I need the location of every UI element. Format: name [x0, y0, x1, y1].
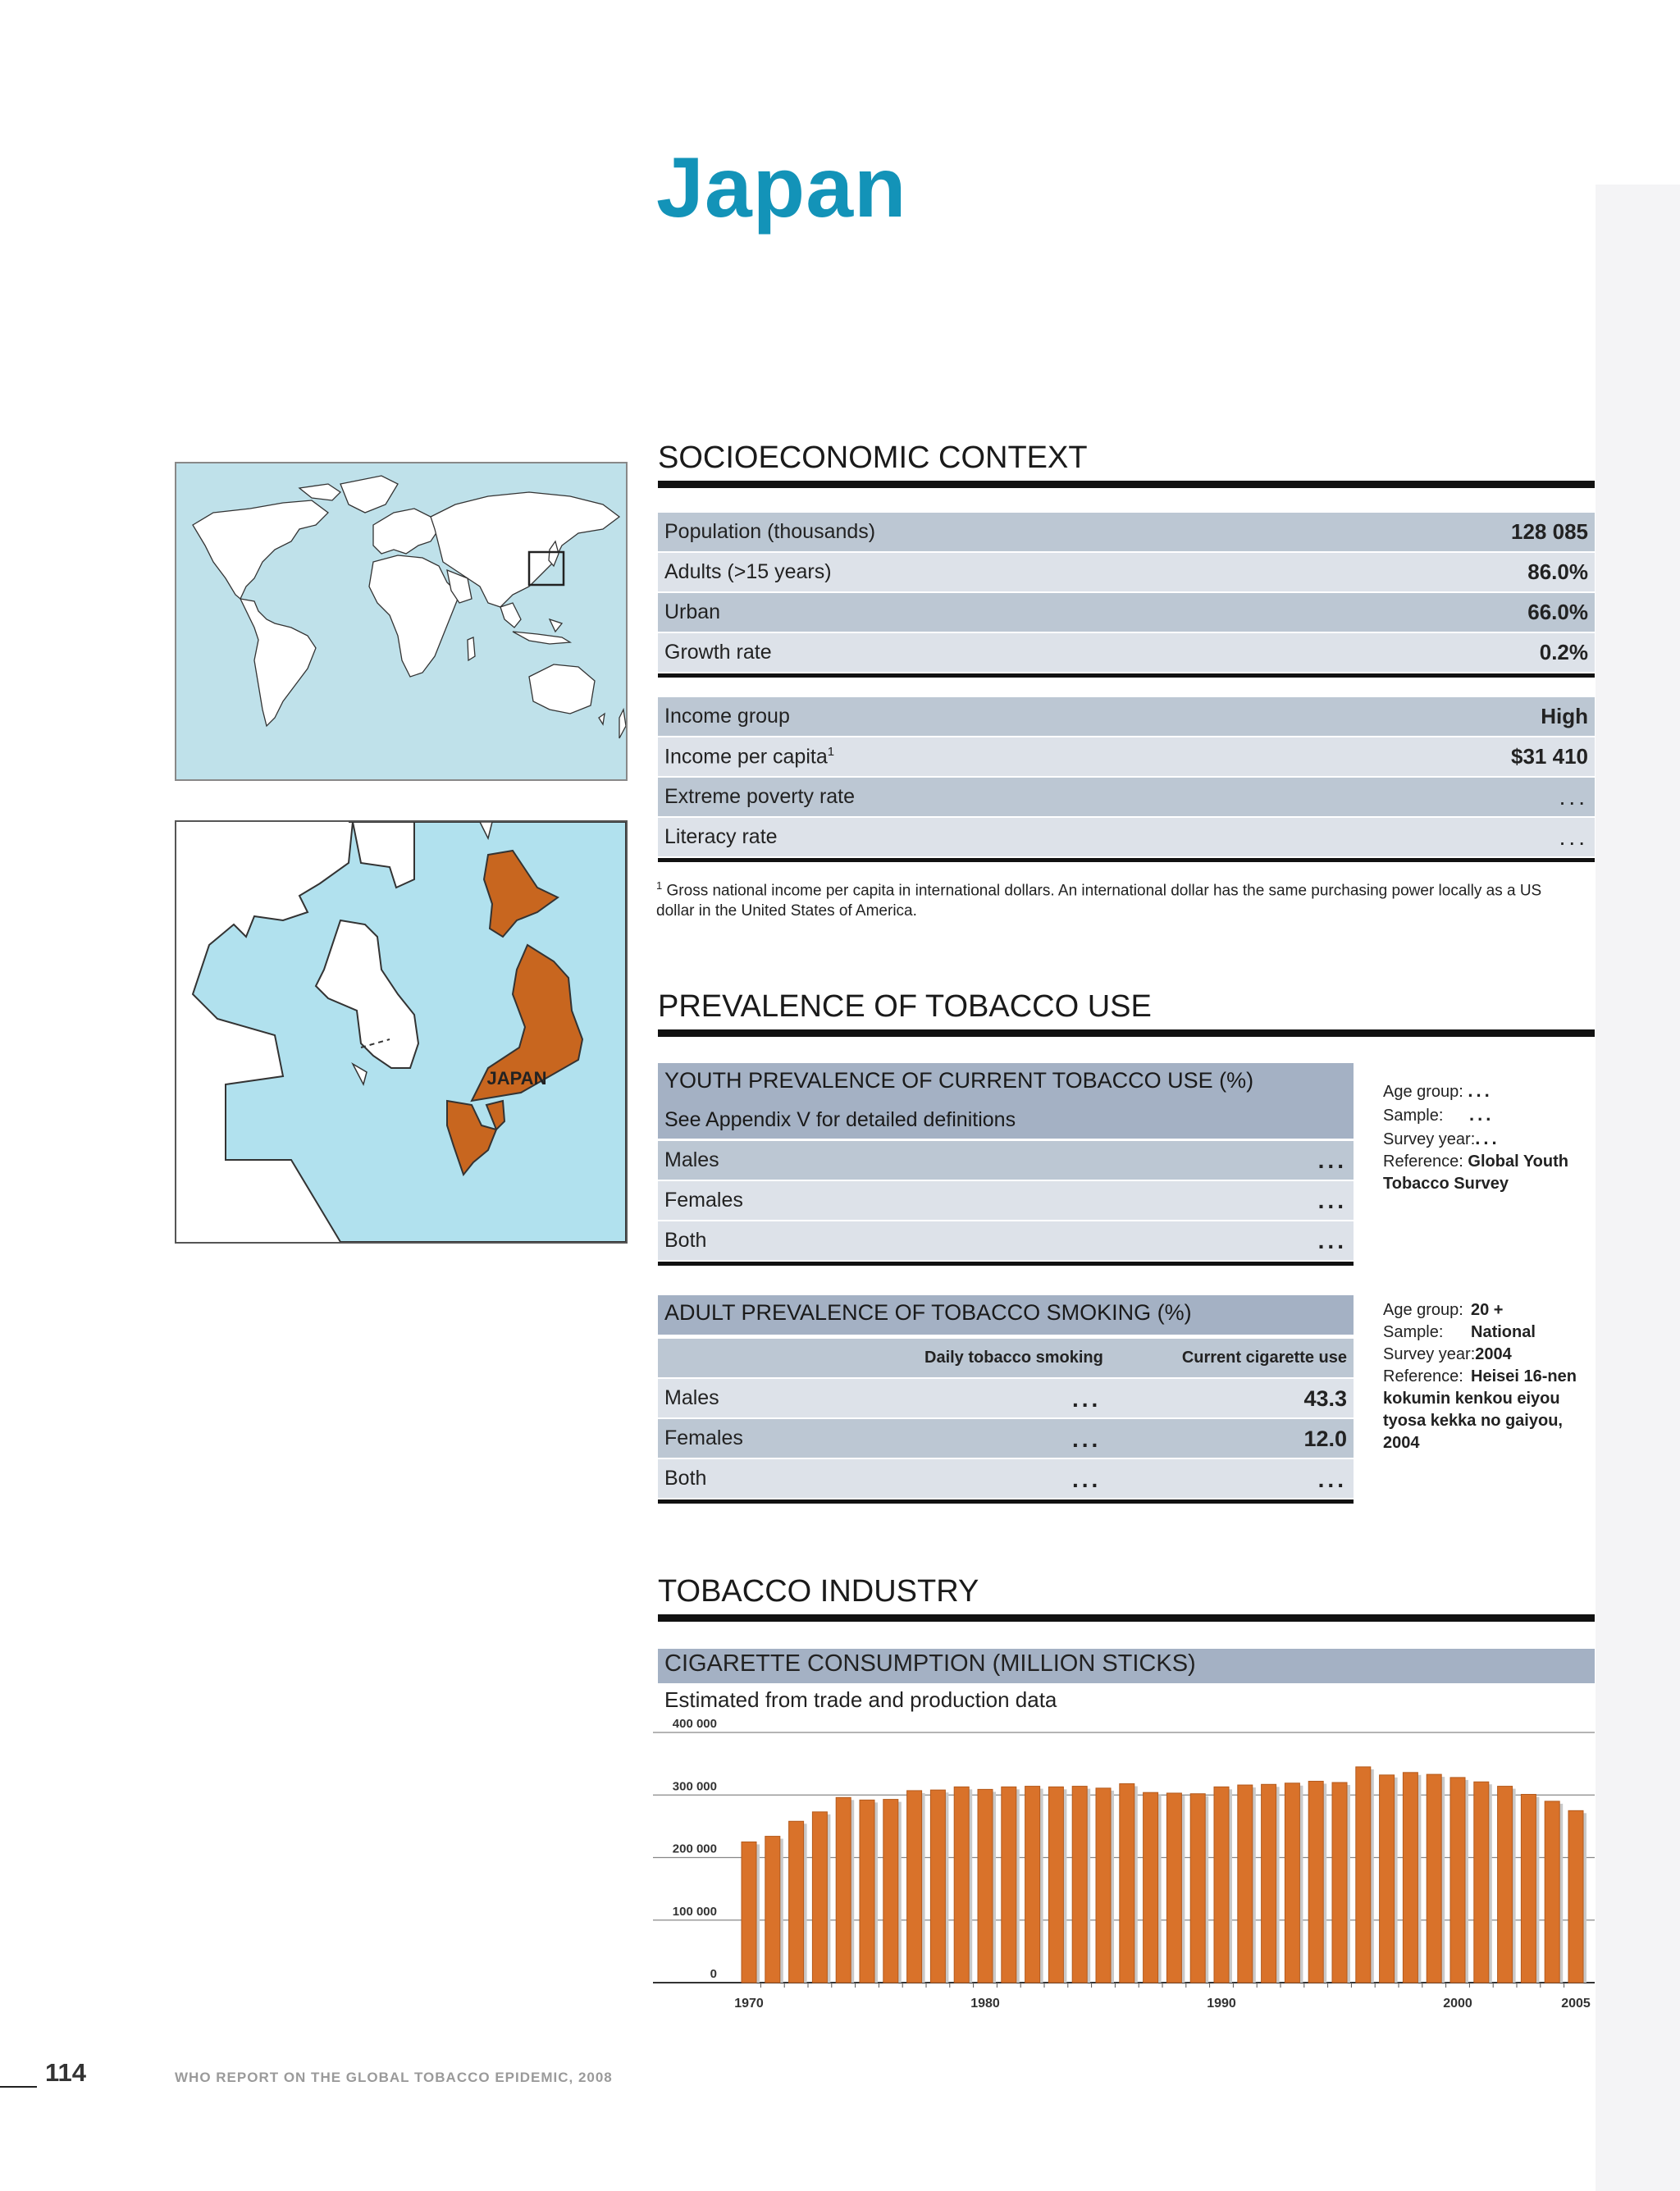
japan-map-label: JAPAN [486, 1068, 547, 1089]
table-rule [658, 1499, 1354, 1504]
youth-survey-meta: Age group: ... Sample: ... Survey year:... Reference: Global Youth Tobacco Survey [1383, 1080, 1568, 1193]
youth-prevalence-table [658, 1063, 1354, 1266]
adult-prevalence-table [658, 1295, 1354, 1504]
y-tick-label: 400 000 [672, 1717, 717, 1731]
adult-column-headers [658, 1339, 1354, 1377]
socio-row-growth: Growth rate 0.2% [658, 633, 1595, 672]
youth-row-both: Both ... [658, 1221, 1354, 1260]
youth-row-females: Females ... [658, 1181, 1354, 1220]
world-locator-map [175, 462, 628, 781]
youth-table-header: YOUTH PREVALENCE OF CURRENT TOBACCO USE (%) See Appendix V for detailed definitions [658, 1063, 1354, 1139]
socio-row-urban: Urban 66.0% [658, 593, 1595, 632]
socio-row-adults: Adults (>15 years) 86.0% [658, 553, 1595, 591]
bar-1978 [930, 1790, 945, 1983]
bar-1987 [1144, 1792, 1158, 1983]
socio-row-poverty: Extreme poverty rate ... [658, 778, 1595, 816]
bar-1997 [1380, 1775, 1395, 1983]
bar-1999 [1427, 1774, 1441, 1983]
socio-table-2 [658, 697, 1595, 862]
bar-1974 [836, 1797, 851, 1983]
x-tick-label: 2005 [1561, 1997, 1591, 2011]
bar-1998 [1403, 1773, 1418, 1983]
bar-1994 [1308, 1781, 1323, 1983]
cigarette-consumption-chart [653, 1714, 1596, 2022]
col-daily-smoking: Daily tobacco smoking [924, 1349, 1103, 1367]
bar-1970 [742, 1842, 756, 1983]
x-tick-label: 1990 [1207, 1997, 1236, 2011]
bar-1985 [1096, 1788, 1111, 1983]
y-tick-label: 300 000 [672, 1779, 717, 1794]
prevalence-heading: PREVALENCE OF TOBACCO USE [658, 990, 1595, 1037]
table-rule [658, 673, 1595, 678]
socio-heading: SOCIOECONOMIC CONTEXT [658, 441, 1595, 488]
y-tick-label: 200 000 [672, 1842, 717, 1856]
bar-1971 [765, 1837, 780, 1983]
bar-1976 [883, 1800, 898, 1983]
y-tick-label: 0 [710, 1967, 717, 1981]
bar-2005 [1568, 1810, 1583, 1983]
socio-row-population: Population (thousands) 128 085 [658, 513, 1595, 551]
adult-row-males: Males ... 43.3 [658, 1379, 1354, 1417]
bar-1983 [1048, 1787, 1063, 1983]
col-current-cigarette: Current cigarette use [1181, 1349, 1347, 1367]
bar-1986 [1120, 1784, 1134, 1983]
bar-1984 [1072, 1787, 1087, 1983]
page-number-rule [0, 2086, 37, 2088]
bar-1988 [1166, 1793, 1181, 1983]
socio-row-income-group: Income group High [658, 697, 1595, 736]
bar-1981 [1002, 1787, 1016, 1983]
bar-2000 [1450, 1778, 1465, 1983]
x-tick-label: 1970 [734, 1997, 764, 2011]
table-rule [658, 1262, 1354, 1266]
table-rule [658, 858, 1595, 862]
bar-2004 [1545, 1801, 1559, 1983]
socio-footnote: $^1$ Gross national income per capita in international dollars. An international dollar has the same purchasing power locally as a US dollar in the United States of America. [656, 879, 1542, 920]
y-tick-label: 100 000 [672, 1904, 717, 1919]
industry-heading: TOBACCO INDUSTRY [658, 1575, 1595, 1622]
world-map-graphic [176, 463, 626, 779]
footer-text: WHO REPORT ON THE GLOBAL TOBACCO EPIDEMIC, 2008 [175, 2070, 613, 2085]
chart-title: CIGARETTE CONSUMPTION (MILLION STICKS) [658, 1649, 1595, 1683]
bar-1993 [1285, 1783, 1299, 1983]
x-tick-label: 2000 [1443, 1997, 1472, 2011]
bar-1991 [1238, 1785, 1253, 1983]
x-tick-label: 1980 [970, 1997, 1000, 2011]
bar-1980 [978, 1789, 993, 1983]
adult-row-both: Both ... ... [658, 1459, 1354, 1498]
region-map-graphic [176, 822, 626, 1242]
bar-1996 [1356, 1767, 1371, 1983]
right-margin-shade [1596, 185, 1680, 2191]
bar-2001 [1474, 1782, 1489, 1983]
bar-1979 [954, 1787, 969, 1983]
bar-1973 [812, 1812, 827, 1983]
bar-1990 [1214, 1787, 1229, 1983]
bar-1977 [907, 1791, 922, 1983]
chart-subtitle: Estimated from trade and production data [664, 1687, 1057, 1712]
adult-survey-meta: Age group: 20 + Sample: National Survey year:2004 Reference: Heisei 16-nen kokumin kenkou eiyou tyosa kekka no gaiyou, 2004 [1383, 1301, 1577, 1452]
bar-2002 [1498, 1787, 1513, 1983]
bar-1992 [1262, 1784, 1276, 1983]
bar-1972 [789, 1821, 804, 1983]
adult-row-females: Females ... 12.0 [658, 1419, 1354, 1458]
socio-row-income-per-capita: Income per capita$^1$ $31 410 [658, 737, 1595, 776]
page-title: Japan [656, 140, 907, 235]
page-number: 114 [45, 2058, 87, 2087]
bar-1995 [1332, 1782, 1347, 1983]
bar-2003 [1521, 1794, 1536, 1983]
japan-region-map [175, 820, 628, 1244]
youth-row-males: Males ... [658, 1141, 1354, 1180]
bar-1975 [860, 1800, 874, 1983]
bar-1989 [1190, 1794, 1205, 1983]
socio-row-literacy: Literacy rate ... [658, 818, 1595, 856]
socio-table-1 [658, 513, 1595, 678]
adult-table-header: ADULT PREVALENCE OF TOBACCO SMOKING (%) [658, 1295, 1354, 1335]
bar-1982 [1025, 1787, 1040, 1983]
